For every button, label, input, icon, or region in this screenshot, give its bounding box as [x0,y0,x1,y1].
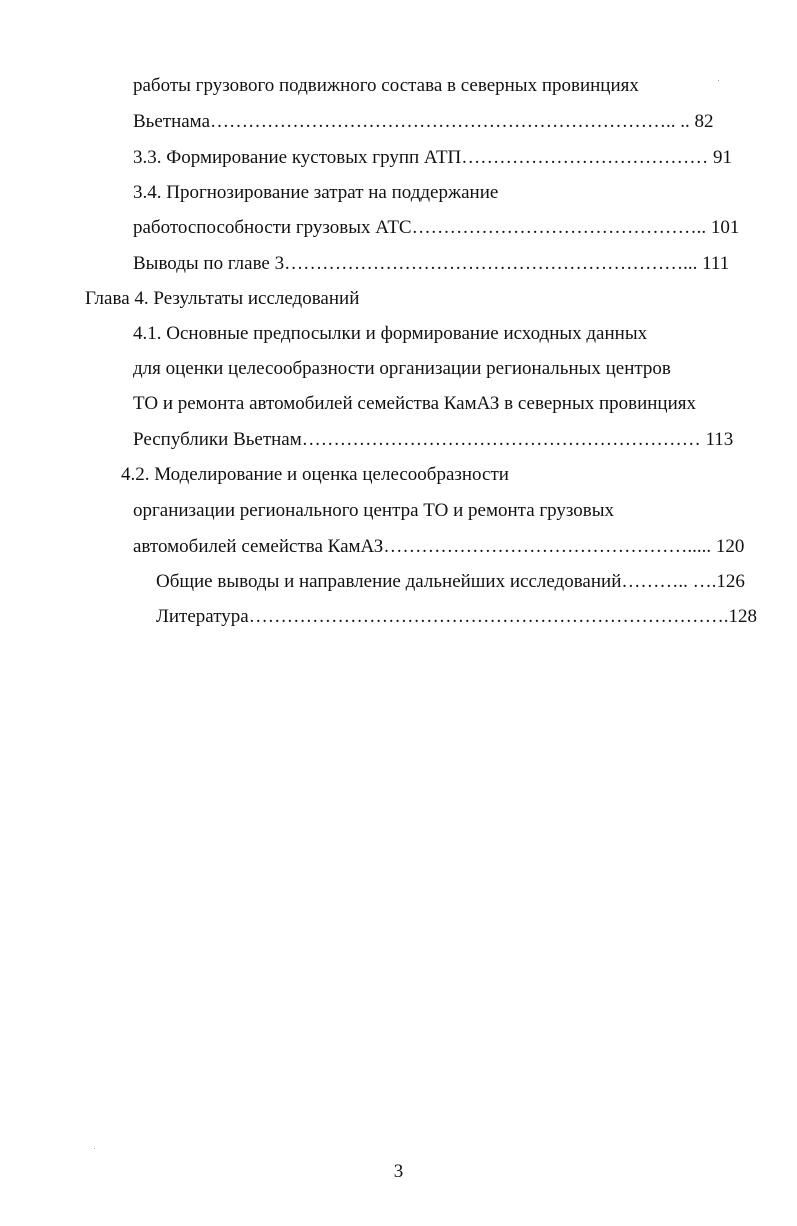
toc-line: 3.3. Формирование кустовых групп АТП………………………………… 91 [133,147,733,168]
toc-line: ТО и ремонта автомобилей семейства КамАЗ в северных провинциях [133,393,697,414]
toc-line: организации регионального центра ТО и ремонта грузовых [133,500,615,521]
page-number: 3 [393,1161,404,1182]
toc-line: автомобилей семейства КамАЗ…………………………………………..... 120 [133,536,745,557]
toc-line: 4.2. Моделирование и оценка целесообразности [121,464,509,485]
toc-line: Выводы по главе 3………………………………………………………... 111 [133,253,730,274]
toc-line: работоспособности грузовых АТС……………………………………….. 101 [133,217,740,238]
toc-line: работы грузового подвижного состава в северных провинциях [133,75,639,96]
toc-line: 4.1. Основные предпосылки и формирование исходных данных [133,323,648,344]
toc-line: 3.4. Прогнозирование затрат на поддержание [133,182,499,203]
toc-line: Вьетнама……………………………………………………………….. .. 82 [133,111,714,132]
toc-line: Общие выводы и направление дальнейших исследований……….. ….126 [156,571,745,592]
toc-line: Литература………………………………………………………………….128 [156,606,757,627]
toc-chapter-heading: Глава 4. Результаты исследований [85,288,360,309]
scan-speck [94,1148,95,1149]
toc-line: для оценки целесообразности организации региональных центров [133,358,671,379]
toc-line: Республики Вьетнам……………………………………………………… 113 [133,429,734,450]
scan-speck [718,80,719,81]
